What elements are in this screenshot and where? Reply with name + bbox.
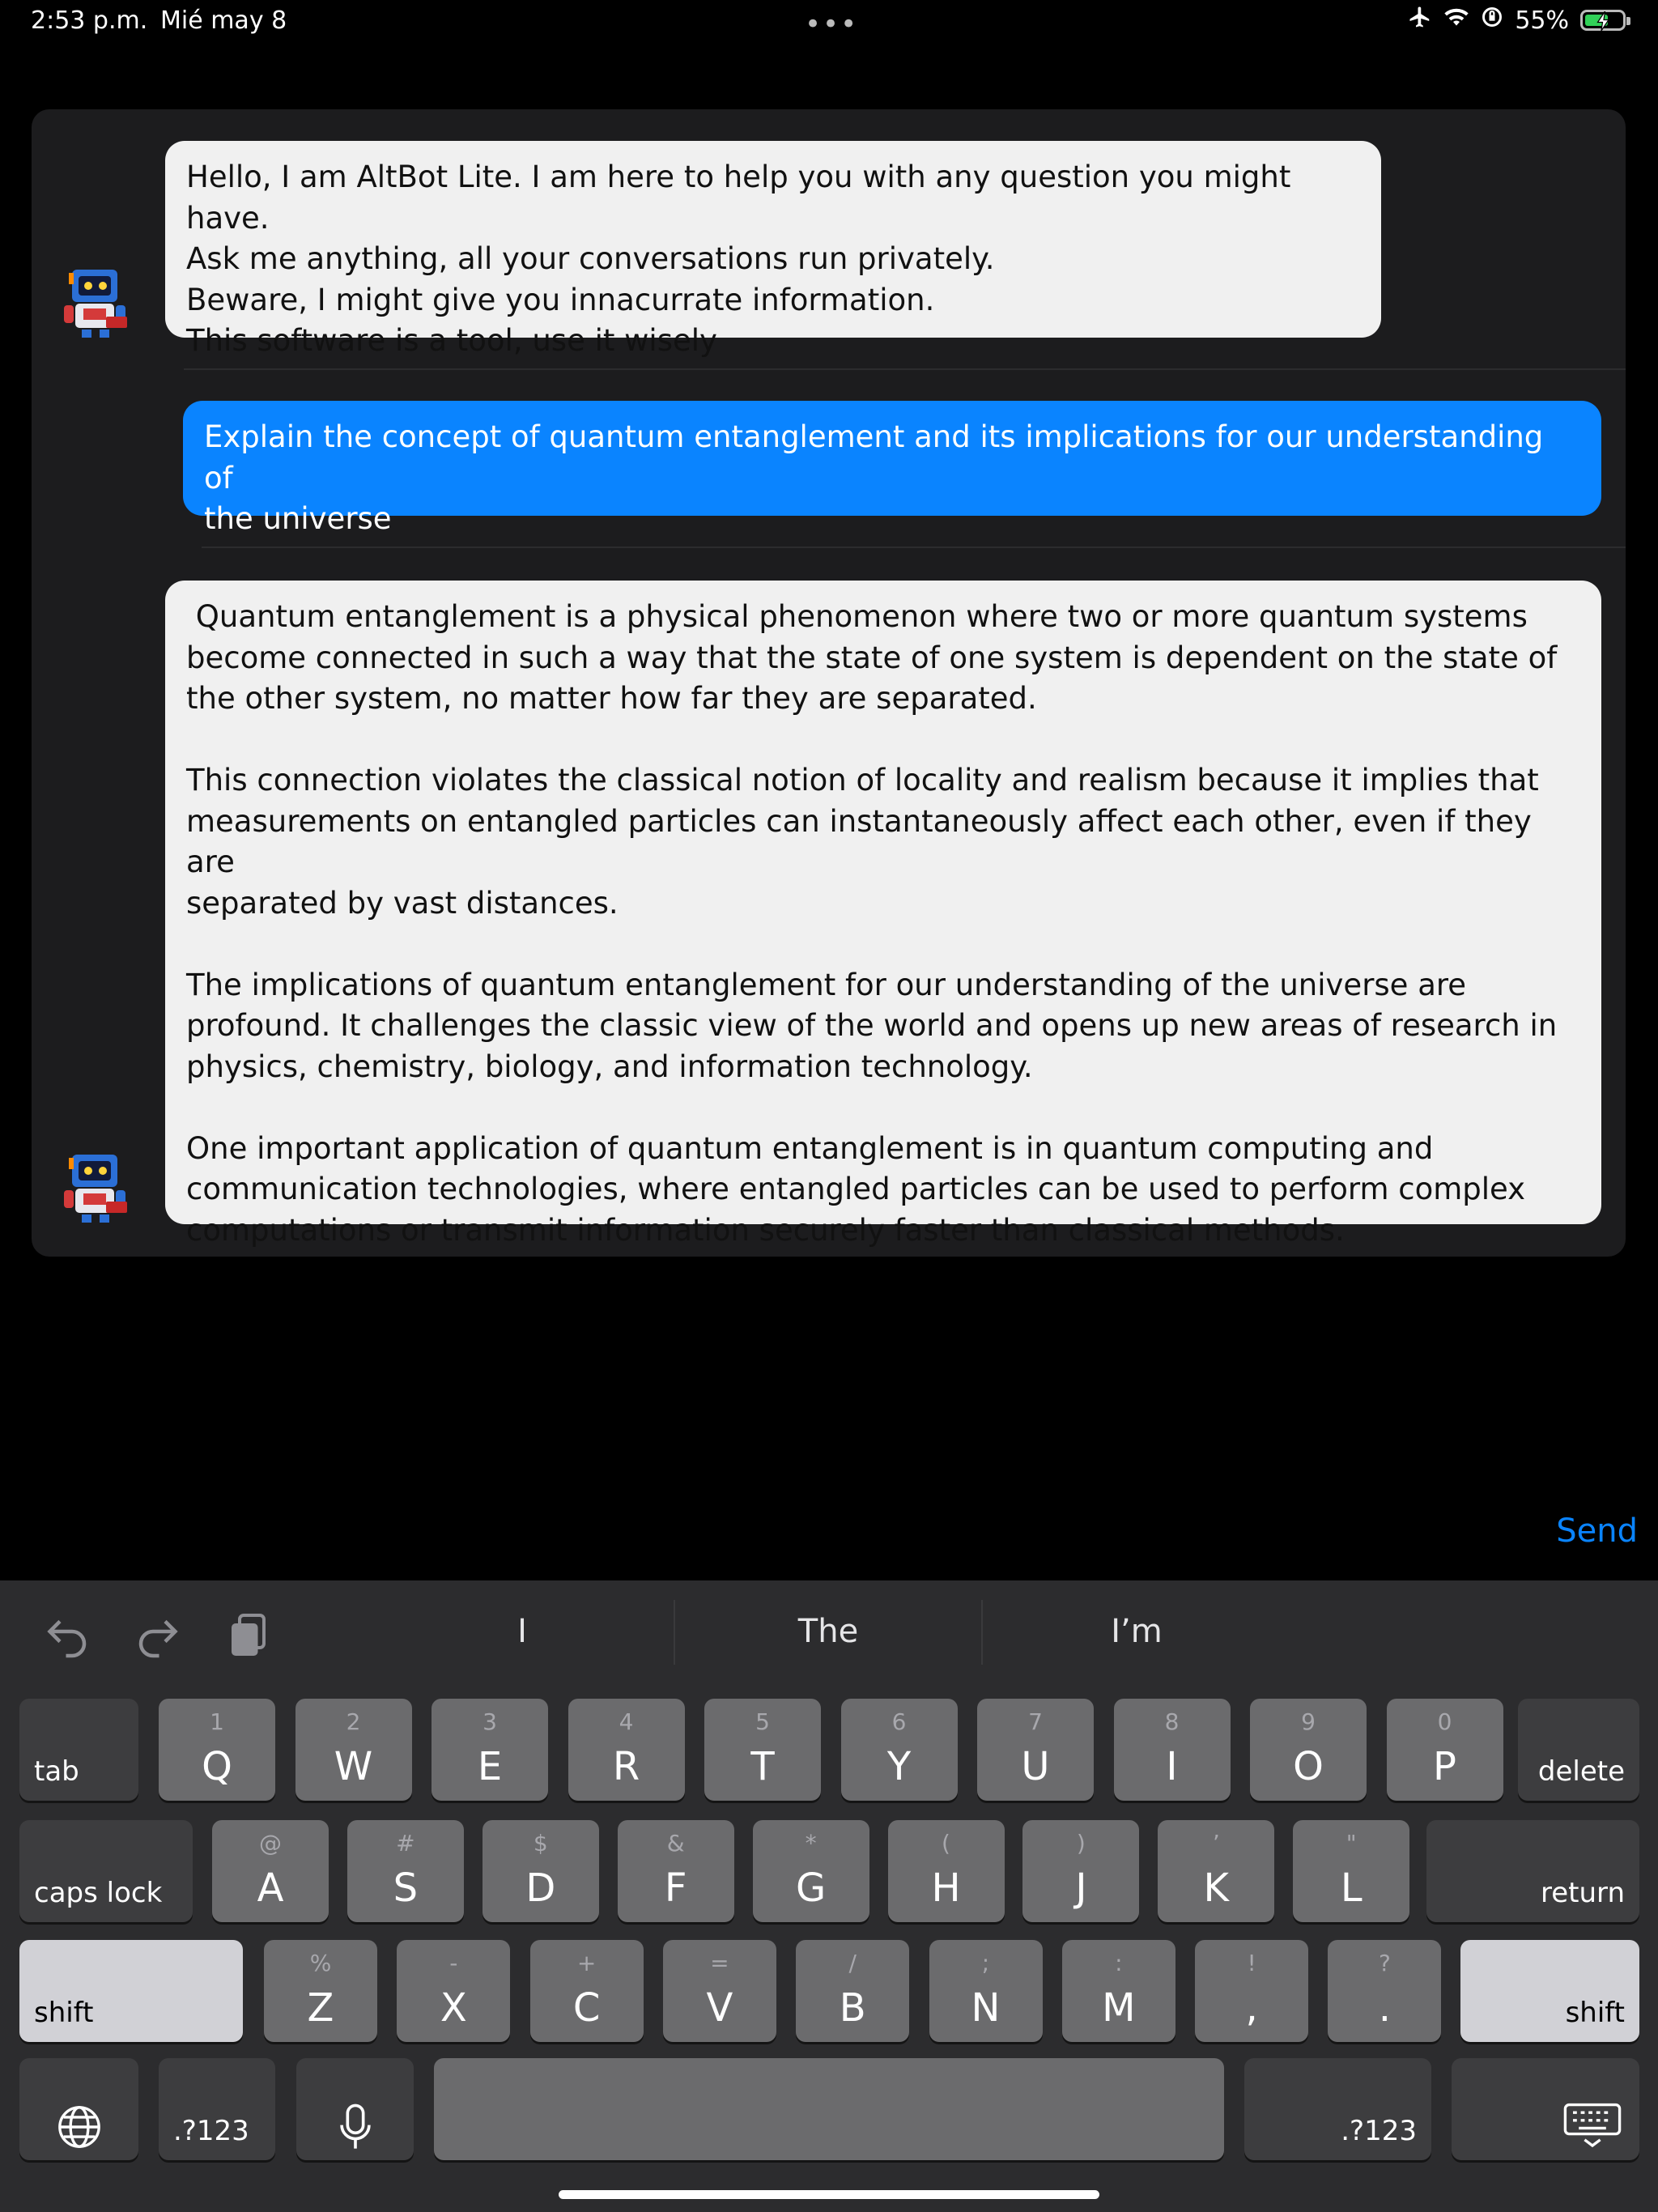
key-x[interactable] <box>397 1940 510 2042</box>
globe-key[interactable] <box>19 2058 138 2160</box>
caps-lock-key[interactable] <box>19 1820 193 1922</box>
key-alt-label: * <box>805 1830 817 1857</box>
key-main-label: K <box>1203 1865 1230 1911</box>
key-comma[interactable] <box>1195 1940 1308 2042</box>
key-u[interactable] <box>977 1699 1094 1801</box>
key-t[interactable] <box>704 1699 821 1801</box>
key-l[interactable] <box>1293 1820 1409 1922</box>
keyboard-toolbar <box>0 1580 1658 1686</box>
key-main-label: B <box>839 1985 866 2031</box>
key-main-label: M <box>1102 1985 1136 2031</box>
key-alt-label: ( <box>942 1830 950 1857</box>
status-time: 2:53 p.m. <box>31 6 148 35</box>
key-main-label: A <box>257 1865 284 1911</box>
key-main-label: L <box>1340 1865 1363 1911</box>
key-alt-label: = <box>710 1950 729 1976</box>
microphone-icon <box>296 2104 414 2150</box>
key-y[interactable] <box>841 1699 958 1801</box>
tab-key[interactable] <box>19 1699 138 1801</box>
key-main-label: I <box>1166 1744 1178 1789</box>
key-a[interactable] <box>212 1820 329 1922</box>
status-bar <box>0 0 1658 45</box>
key-alt-label: / <box>848 1950 857 1976</box>
key-label: tab <box>34 1755 79 1788</box>
key-main-label: . <box>1378 1985 1392 2031</box>
key-alt-label: $ <box>533 1830 548 1857</box>
key-alt-label: 9 <box>1301 1708 1316 1735</box>
paste-icon[interactable] <box>223 1611 272 1660</box>
bot-avatar <box>57 263 135 341</box>
key-alt-label: 6 <box>891 1708 907 1735</box>
key-label: caps lock <box>34 1877 163 1909</box>
keyboard-hide-icon <box>1452 2102 1639 2150</box>
key-period[interactable] <box>1328 1940 1441 2042</box>
key-main-label: Z <box>307 1985 334 2031</box>
key-c[interactable] <box>530 1940 644 2042</box>
wifi-icon <box>1443 6 1469 35</box>
key-alt-label: " <box>1346 1830 1357 1857</box>
key-alt-label: 7 <box>1028 1708 1043 1735</box>
bot-avatar <box>57 1148 135 1226</box>
keyboard <box>0 1580 1658 2212</box>
redo-icon[interactable] <box>133 1611 181 1660</box>
key-main-label: V <box>706 1985 733 2031</box>
chat-panel <box>32 109 1626 1257</box>
key-main-label: G <box>795 1865 827 1911</box>
right-shift-key[interactable] <box>1460 1940 1639 2042</box>
space-key[interactable] <box>434 2058 1224 2160</box>
key-main-label: P <box>1433 1744 1456 1789</box>
key-main-label: T <box>750 1744 775 1789</box>
multitasking-dots-icon[interactable]: ••• <box>805 8 859 40</box>
orientation-lock-icon <box>1481 6 1503 35</box>
key-label: shift <box>1565 1997 1625 2029</box>
key-alt-label: 0 <box>1437 1708 1452 1735</box>
message-divider <box>184 368 1626 370</box>
suggestion-2[interactable]: The <box>797 1613 859 1650</box>
key-m[interactable] <box>1062 1940 1175 2042</box>
key-alt-label: ’ <box>1212 1830 1220 1857</box>
key-alt-label: # <box>396 1830 415 1857</box>
key-label: delete <box>1537 1755 1625 1788</box>
key-alt-label: ! <box>1247 1950 1256 1976</box>
key-main-label: W <box>334 1744 373 1789</box>
key-alt-label: ) <box>1076 1830 1086 1857</box>
battery-charging-icon <box>1580 10 1626 31</box>
key-f[interactable] <box>618 1820 734 1922</box>
key-g[interactable] <box>753 1820 869 1922</box>
key-d[interactable] <box>483 1820 599 1922</box>
suggestion-1[interactable]: I <box>517 1613 527 1650</box>
key-main-label: U <box>1021 1744 1050 1789</box>
key-label: return <box>1541 1877 1625 1909</box>
delete-key[interactable] <box>1518 1699 1639 1801</box>
key-main-label: C <box>572 1985 601 2031</box>
undo-icon[interactable] <box>44 1611 92 1660</box>
left-shift-key[interactable] <box>19 1940 243 2042</box>
key-main-label: H <box>931 1865 961 1911</box>
key-q[interactable] <box>159 1699 275 1801</box>
key-j[interactable] <box>1022 1820 1139 1922</box>
hide-keyboard-key[interactable] <box>1452 2058 1639 2160</box>
key-alt-label: 1 <box>210 1708 224 1735</box>
key-alt-label: - <box>449 1950 458 1976</box>
key-main-label: Q <box>202 1744 232 1789</box>
key-i[interactable] <box>1114 1699 1231 1801</box>
key-label: .?123 <box>1341 2115 1417 2147</box>
key-n[interactable] <box>929 1940 1043 2042</box>
key-v[interactable] <box>663 1940 776 2042</box>
key-alt-label: ; <box>981 1950 990 1976</box>
key-main-label: X <box>440 1985 467 2031</box>
key-h[interactable] <box>888 1820 1005 1922</box>
send-button[interactable]: Send <box>1556 1512 1638 1550</box>
key-label: .?123 <box>173 2115 249 2147</box>
key-main-label: D <box>525 1865 556 1911</box>
key-alt-label: : <box>1115 1950 1123 1976</box>
key-alt-label: 4 <box>619 1708 634 1735</box>
key-main-label: , <box>1245 1985 1258 2031</box>
numbers-key-left[interactable] <box>159 2058 275 2160</box>
key-main-label: S <box>393 1865 419 1911</box>
bot-message: Quantum entanglement is a physical phenomenon where two or more quantum systems become connected in such a way that the state of one system is dependent on the state of the other system, no matter how far they are separated. This connection violates the classical notion of locality and realism because it implies that measurements on entangled particles can instantaneously affect each other, even if they are separated by vast distances. The implications of quantum entanglement for our understanding of the universe are profound. It challenges the classic view of the world and opens up new areas of research in physics, chemistry, biology, and information technology. One important application of quantum entanglement is in quantum computing and communication technologies, where entangled particles can be used to perform complex computations or transmit information securely faster than classical methods. <box>165 581 1601 1224</box>
key-r[interactable] <box>568 1699 685 1801</box>
key-alt-label: 8 <box>1164 1708 1180 1735</box>
user-message: Explain the concept of quantum entanglement and its implications for our understanding of the universe <box>183 401 1601 516</box>
key-main-label: F <box>664 1865 687 1911</box>
key-alt-label: @ <box>259 1830 282 1857</box>
airplane-icon <box>1408 5 1432 36</box>
suggestion-3[interactable]: I’m <box>1111 1613 1163 1650</box>
key-alt-label: 3 <box>483 1708 497 1735</box>
key-main-label: J <box>1075 1865 1087 1911</box>
home-indicator[interactable] <box>559 2190 1099 2199</box>
globe-icon <box>19 2104 138 2150</box>
key-alt-label: + <box>576 1950 597 1976</box>
key-b[interactable] <box>796 1940 909 2042</box>
key-main-label: N <box>971 1985 1001 2031</box>
key-main-label: O <box>1293 1744 1324 1789</box>
key-k[interactable] <box>1158 1820 1274 1922</box>
key-alt-label: & <box>666 1830 685 1857</box>
key-main-label: E <box>477 1744 503 1789</box>
numbers-key-right[interactable] <box>1244 2058 1431 2160</box>
key-e[interactable] <box>432 1699 548 1801</box>
key-o[interactable] <box>1250 1699 1367 1801</box>
key-p[interactable] <box>1387 1699 1503 1801</box>
key-main-label: R <box>612 1744 640 1789</box>
key-alt-label: % <box>309 1950 332 1976</box>
return-key[interactable] <box>1426 1820 1639 1922</box>
key-alt-label: ? <box>1378 1950 1391 1976</box>
key-w[interactable] <box>295 1699 412 1801</box>
status-date: Mié may 8 <box>160 6 287 35</box>
key-alt-label: 2 <box>346 1708 361 1735</box>
bot-message: Hello, I am AltBot Lite. I am here to help you with any question you might have. Ask me anything, all your conversations run privately. Beware, I might give you innacurrate information. This software is a tool, use it wisely <box>165 141 1381 338</box>
key-s[interactable] <box>347 1820 464 1922</box>
key-z[interactable] <box>264 1940 377 2042</box>
message-divider <box>202 547 1626 548</box>
status-indicators <box>1408 5 1626 36</box>
key-alt-label: 5 <box>755 1708 770 1735</box>
dictation-key[interactable] <box>296 2058 414 2160</box>
key-main-label: Y <box>886 1744 912 1789</box>
key-label: shift <box>34 1997 94 2029</box>
battery-percent: 55% <box>1515 6 1569 35</box>
